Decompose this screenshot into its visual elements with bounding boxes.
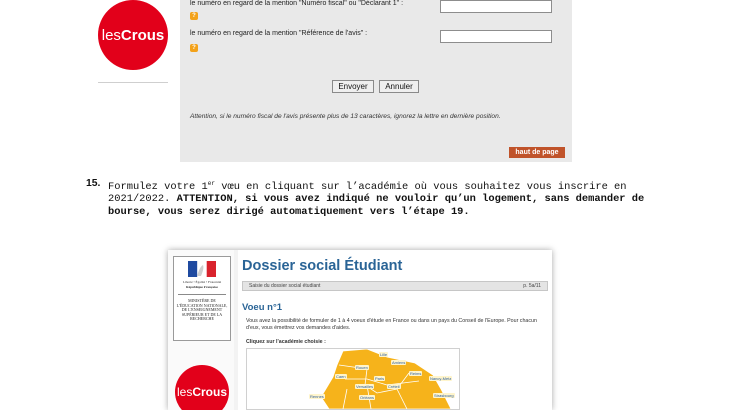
crous-logo <box>98 0 168 70</box>
step-text-a: Formulez votre 1 <box>108 181 208 193</box>
crous-logo <box>175 365 229 410</box>
academy-paris[interactable]: Paris <box>375 376 385 381</box>
tax-notice-form-panel <box>180 0 572 162</box>
academy-orleans[interactable]: Orléans <box>360 395 375 400</box>
marianne-flag-icon <box>188 261 216 277</box>
crous-logo-light: les <box>101 26 121 44</box>
academy-creteil[interactable]: Créteil <box>388 384 400 389</box>
step-text-b: vœu en cliquant sur l’académie où vous souhaitez vous inscrire en 2021/2022. <box>108 181 627 206</box>
gov-divider <box>178 294 226 295</box>
step-number: 15. <box>86 178 101 189</box>
academy-caen[interactable]: Caen <box>336 374 346 379</box>
portal-sidebar <box>168 250 234 410</box>
academy-rennes[interactable]: Rennes <box>310 394 324 399</box>
academy-nancy-metz[interactable]: Nancy-Metz <box>430 376 452 381</box>
crous-logo-bold: Crous <box>120 26 165 44</box>
step-warning: ATTENTION, si vous avez indiqué ne vouloir qu’un logement, sans demander de bourse, vous serez dirigé automatiquement vers l’étape 19. <box>108 193 645 218</box>
academy-rouen[interactable]: Rouen <box>356 365 368 370</box>
gov-motto: Liberté • Égalité • Fraternité <box>182 280 222 284</box>
help-icon[interactable]: ? <box>190 44 198 52</box>
gov-name: République Française <box>186 285 218 289</box>
back-to-top-link[interactable]: haut de page <box>509 147 565 158</box>
cancel-button[interactable]: Annuler <box>379 80 419 93</box>
portal-title: Dossier social Étudiant <box>242 258 403 274</box>
notice-reference-input[interactable] <box>440 30 552 43</box>
academy-prompt: Cliquez sur l'académie choisie : <box>246 339 326 345</box>
voeu-description: Vous avez la possibilité de formuler de 1 à 4 voeux d'étude en France ou dans un pays du Conseil de l'Europe. Pour chacun d'eux, vous émettrez vos demandes d'aides. <box>246 318 537 331</box>
academy-versailles[interactable]: Versailles <box>356 384 374 389</box>
government-logo <box>173 256 231 341</box>
academy-amiens[interactable]: Amiens <box>392 360 406 365</box>
portal-main <box>238 250 552 410</box>
notice-reference-label: le numéro en regard de la mention "Référence de l'avis" : <box>190 30 368 37</box>
crous-logo-bold: Crous <box>192 385 227 399</box>
breadcrumb-bar <box>242 281 548 291</box>
submit-button[interactable]: Envoyer <box>332 80 374 93</box>
breadcrumb: Saisie du dossier social étudiant <box>249 283 321 289</box>
step-text-sup: er <box>207 180 215 187</box>
portal-screenshot <box>168 250 552 410</box>
academy-lille[interactable]: Lille <box>380 352 388 357</box>
academy-reims[interactable]: Reims <box>410 371 422 376</box>
logo-divider <box>98 82 168 83</box>
page-indicator: p. 5a/11 <box>523 283 541 289</box>
help-icon[interactable]: ? <box>190 12 198 20</box>
ministry-name: MINISTÈRE DE L'ÉDUCATION NATIONALE, DE L'ENSEIGNEMENT SUPÉRIEUR ET DE LA RECHERCHE <box>176 298 228 322</box>
fiscal-number-label: le numéro en regard de la mention "Numéro fiscal" ou "Déclarant 1" : <box>190 0 404 7</box>
fiscal-number-note: Attention, si le numéro fiscal de l'avis présente plus de 13 caractères, ignorez la lettre en dernière position. <box>190 113 501 120</box>
step-text <box>108 178 678 218</box>
crous-logo-light: les <box>176 385 193 399</box>
fiscal-number-input[interactable] <box>440 0 552 13</box>
academy-map <box>246 348 460 410</box>
voeu-heading: Voeu n°1 <box>242 302 283 313</box>
france-map-icon <box>247 349 459 409</box>
academy-strasbourg[interactable]: Strasbourg <box>434 393 454 398</box>
